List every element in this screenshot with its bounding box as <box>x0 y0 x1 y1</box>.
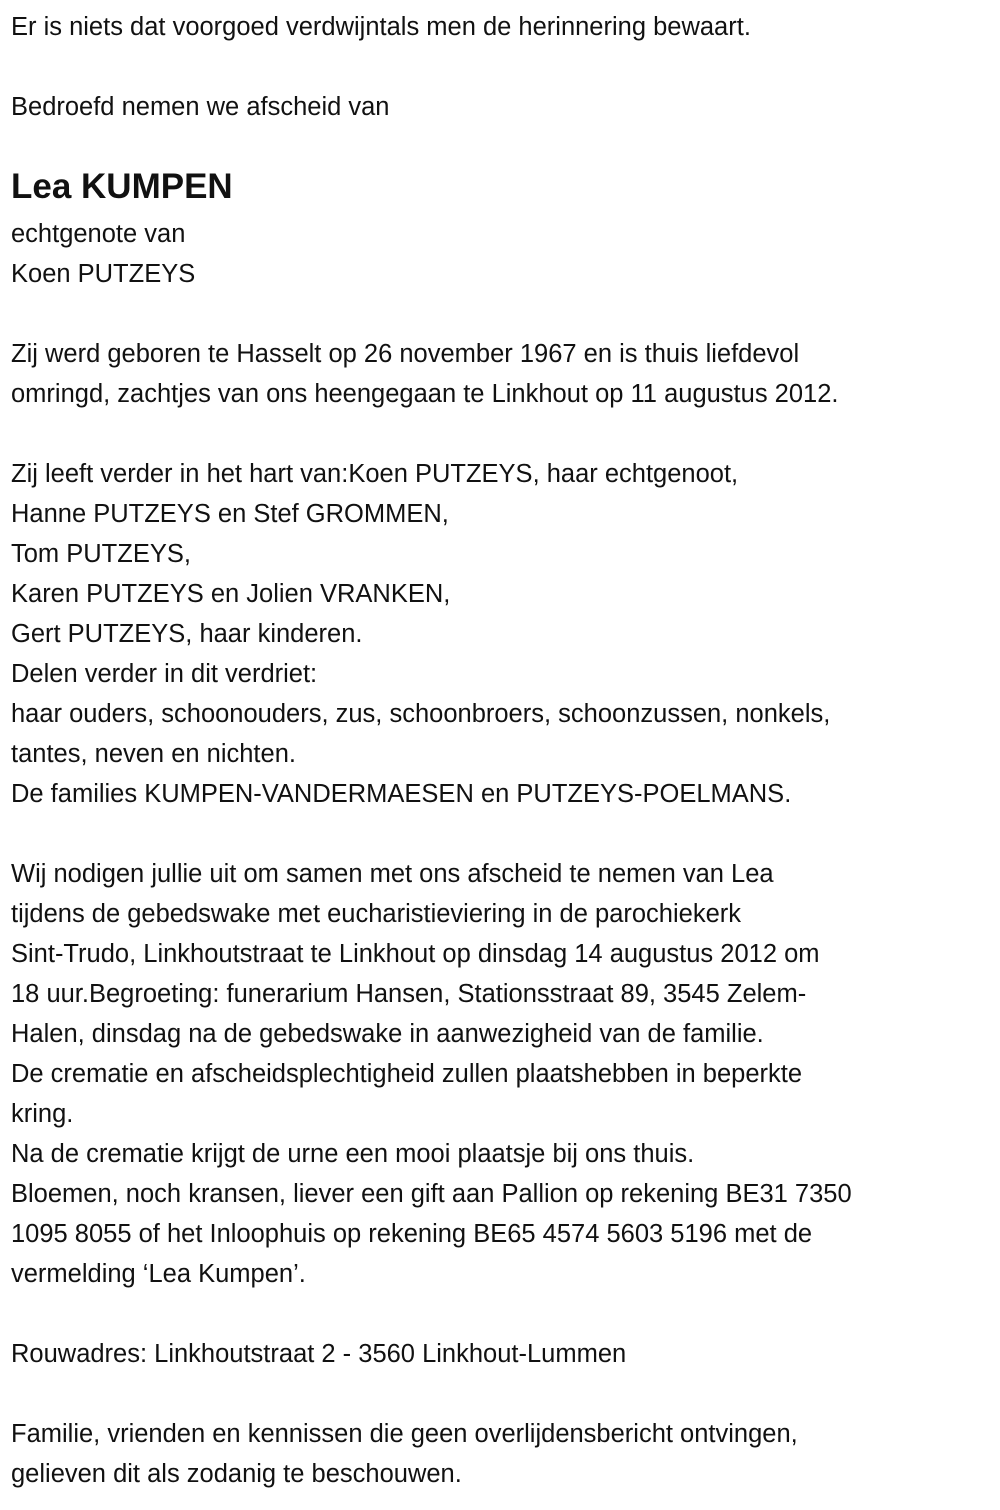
text-line: Wij nodigen jullie uit om samen met ons afscheid te nemen van Lea <box>11 860 774 888</box>
text-line: vermelding ‘Lea Kumpen’. <box>11 1260 306 1288</box>
text-line: Zij leeft verder in het hart van:Koen PUTZEYS, haar echtgenoot, <box>11 460 739 488</box>
text-line: Tom PUTZEYS, <box>11 540 191 568</box>
text-line: Karen PUTZEYS en Jolien VRANKEN, <box>11 580 451 608</box>
quote: Er is niets dat voorgoed verdwijntals men de herinnering bewaart. <box>11 13 751 41</box>
text-line: Bloemen, noch kransen, liever een gift aan Pallion op rekening BE31 7350 <box>11 1180 852 1208</box>
text-line: Gert PUTZEYS, haar kinderen. <box>11 620 363 648</box>
family-paragraph <box>11 454 1000 814</box>
text-line: Halen, dinsdag na de gebedswake in aanwezigheid van de familie. <box>11 1020 764 1048</box>
text-line: De crematie en afscheidsplechtigheid zullen plaatshebben in beperkte <box>11 1060 803 1088</box>
text-line: Na de crematie krijgt de urne een mooi plaatsje bij ons thuis. <box>11 1140 695 1168</box>
text-line: De families KUMPEN-VANDERMAESEN en PUTZEYS-POELMANS. <box>11 780 792 808</box>
spouse-line: echtgenote van <box>11 220 186 248</box>
ceremony-paragraph <box>11 854 1000 1294</box>
spouse-block <box>11 214 1000 294</box>
text-line: haar ouders, schoonouders, zus, schoonbroers, schoonzussen, nonkels, <box>11 700 831 728</box>
text-line: gelieven dit als zodanig te beschouwen. <box>11 1460 462 1488</box>
text-line: Hanne PUTZEYS en Stef GROMMEN, <box>11 500 449 528</box>
text-line: Sint-Trudo, Linkhoutstraat te Linkhout op dinsdag 14 augustus 2012 om <box>11 940 820 968</box>
birth-death-paragraph <box>11 334 1000 414</box>
text-line: Delen verder in dit verdriet: <box>11 660 318 688</box>
text-line: Zij werd geboren te Hasselt op 26 november 1967 en is thuis liefdevol <box>11 340 800 368</box>
text-line: Familie, vrienden en kennissen die geen overlijdensbericht ontvingen, <box>11 1420 798 1448</box>
text-line: tijdens de gebedswake met eucharistieviering in de parochiekerk <box>11 900 741 928</box>
text-line: kring. <box>11 1100 74 1128</box>
closing-paragraph <box>11 1414 1000 1494</box>
spouse-line: Koen PUTZEYS <box>11 260 196 288</box>
text-line: 1095 8055 of het Inloophuis op rekening BE65 4574 5603 5196 met de <box>11 1220 813 1248</box>
text-line: omringd, zachtjes van ons heengegaan te Linkhout op 11 augustus 2012. <box>11 380 839 408</box>
deceased-name: Lea KUMPEN <box>11 167 233 206</box>
text-line: tantes, neven en nichten. <box>11 740 296 768</box>
text-line: 18 uur.Begroeting: funerarium Hansen, Stationsstraat 89, 3545 Zelem- <box>11 980 807 1008</box>
intro: Bedroefd nemen we afscheid van <box>11 93 390 121</box>
mourning-address: Rouwadres: Linkhoutstraat 2 - 3560 Linkhout-Lummen <box>11 1340 627 1368</box>
